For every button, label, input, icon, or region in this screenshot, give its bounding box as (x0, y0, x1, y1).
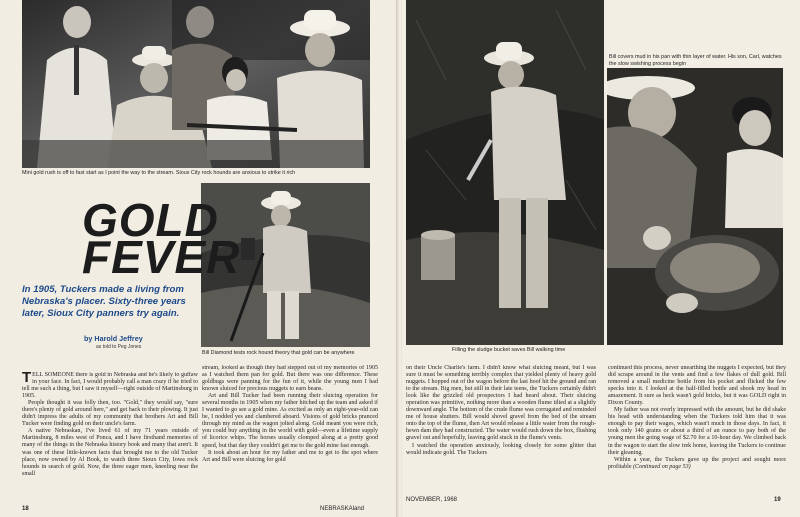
col2-paragraph-3: It took about an hour for my father and me to get to the spot where Art and Bill were sluicing for gold (202, 449, 378, 463)
col3-paragraph-2: I watched the operation anxiously, looking closely for some glitter that would indicate gold. The Tuckers (406, 442, 596, 456)
body-column-3 (406, 365, 596, 495)
col4-paragraph-3: Within a year, the Tuckers gave up the project and sought more profitable (608, 456, 786, 470)
body-column-2 (202, 365, 378, 502)
photo-panning (607, 68, 783, 345)
caption-middle: Bill Diamond tests rock hound theory that gold can be anywhere (202, 350, 355, 356)
caption-panning: Bill covers mud in his pan with thin layer of water. His son, Carl, watches the slow swishing process begin (609, 54, 782, 67)
continued-note: (Continued on page 53) (633, 463, 691, 470)
caption-top: Mini gold rush is off to fast start as I point the way to the stream. Sioux City rock hounds are anxious to strike it rich (22, 170, 296, 176)
body-column-1 (22, 372, 198, 502)
as-told-to: as told to Peg Jones (96, 344, 142, 350)
left-page (0, 0, 398, 517)
caption-sludge-bucket: Filling the sludge bucket saves Bill walking time (452, 347, 566, 353)
right-page (402, 0, 800, 517)
drop-cap: T (22, 372, 32, 386)
byline: by Harold Jeffrey (84, 334, 143, 343)
page-number-right: 19 (774, 497, 781, 503)
article-title-line2: FEVER (82, 231, 241, 283)
col4-paragraph-2: My father was not overly impressed with the amount, but he did shake his head with understanding when the Tuckers told him that it was enough to pay their wages, which wasn't much in those days. In fact, it took only 140 grains or about a third of an ounce to pay both of the young men the going wage of $2.70 for a 10-hour day. We climbed back in the wagon to start the slow trek home, leaving the Tuckers to continue their gleaning. (608, 407, 786, 456)
col1-paragraph-3: A native Nebraskan, I've lived 61 of my 71 years outside of Martinsburg, 8 miles west of Ponca, and I have firsthand memories of many of the things in the Nebraska history book and many that aren't. It was one of these little-known facts that brought me to the old Tucker place, now owned by Al Book, to watch three Sioux City, Iowa rock hounds in search of gold. Now, the three eager men, kneeling near the small (22, 428, 198, 477)
photo-gold-rush-group (22, 0, 370, 168)
article-title-line1: GOLD (82, 194, 219, 246)
col2-paragraph-2: Art and Bill Tucker had been running their sluicing operation for several months in 1905 when my father hitched up the team and asked if I wanted to go see a gold mine. As excited as only an eight-year-old can be, I nodded yes and clambered aboard. Visions of gold bricks pranced through my mind as the wagon jolted along. Gold meant you were rich, you could buy anything in the world with gold—even a lifetime supply of licorice whips. The horses usually clomped along at a pretty good speed, but that day they couldn't get me to the gold mine fast enough. (202, 393, 378, 449)
magazine-name: NEBRASKAland (320, 506, 365, 512)
article-deck: In 1905, Tuckers made a living from Nebraska's placer. Sixty-three years later, Sioux City panners try again. (22, 284, 186, 319)
col4-paragraph-1: continued this process, never unearthing the nuggets I expected, but they did scrape around in the vents and find a few flakes of dull gold. Bill removed a small medicine bottle from his pocket and flicked the few specks into it. I looked at the half-filled bottle and shook my head in amazement. It sure as heck wasn't gold bricks, but it was GOLD right in Dixon County. (608, 365, 786, 407)
col1-paragraph-1: ELL SOMEONE there is gold in Nebraska and he's likely to guffaw in your face. In fact, I would probably call a man crazy if he tried to tell me such a thing, but I saw it myself—right outside of Martinsburg in 1905. (22, 372, 198, 400)
photo-sludge-bucket (406, 0, 604, 345)
col2-paragraph-1: stream, looked as though they had stepped out of my memories of 1905 as I watched them pan for gold. But there was one difference. These goldbugs were panning for the fun of it, while the young men I had known sluiced for precious nuggets to earn beans. (202, 365, 378, 393)
issue-date: NOVEMBER, 1968 (406, 497, 458, 503)
col3-paragraph-1: on their Uncle Charlie's farm. I didn't know what sluicing meant, but I was sure it must be something terribly complex that yielded plenty of heavy gold nuggets. I hopped out of the wagon before the last hoof hit the ground and ran to the stream. Big men, but still in their late teens, the Tuckers certainly didn't look like the grizzled old prospectors I had heard about. Their sluicing operation was primitive, nothing more than a wooden flume tilted at a slightly downward angle. The bottom of the crude flume was corrugated and reminded me of house shutters. Bill would shovel gravel from the bed of the stream onto the top of the flume, then Art would release a little water from the rough-hewn dam they had constructed. The water would rush down the box, flushing gravel out and hopefully, leaving gold stuck in the flume's vents. (406, 365, 596, 442)
body-column-4 (608, 365, 786, 495)
page-number-left: 18 (22, 506, 29, 512)
col1-paragraph-2: People thought it was folly then, too. "Gold," they would say, "sure there's plenty of gold around here," and get back to their plowing. It just didn't impress the adults of my community that brothers Art and Bill Tucker were finding gold on their uncle's farm. (22, 400, 198, 428)
